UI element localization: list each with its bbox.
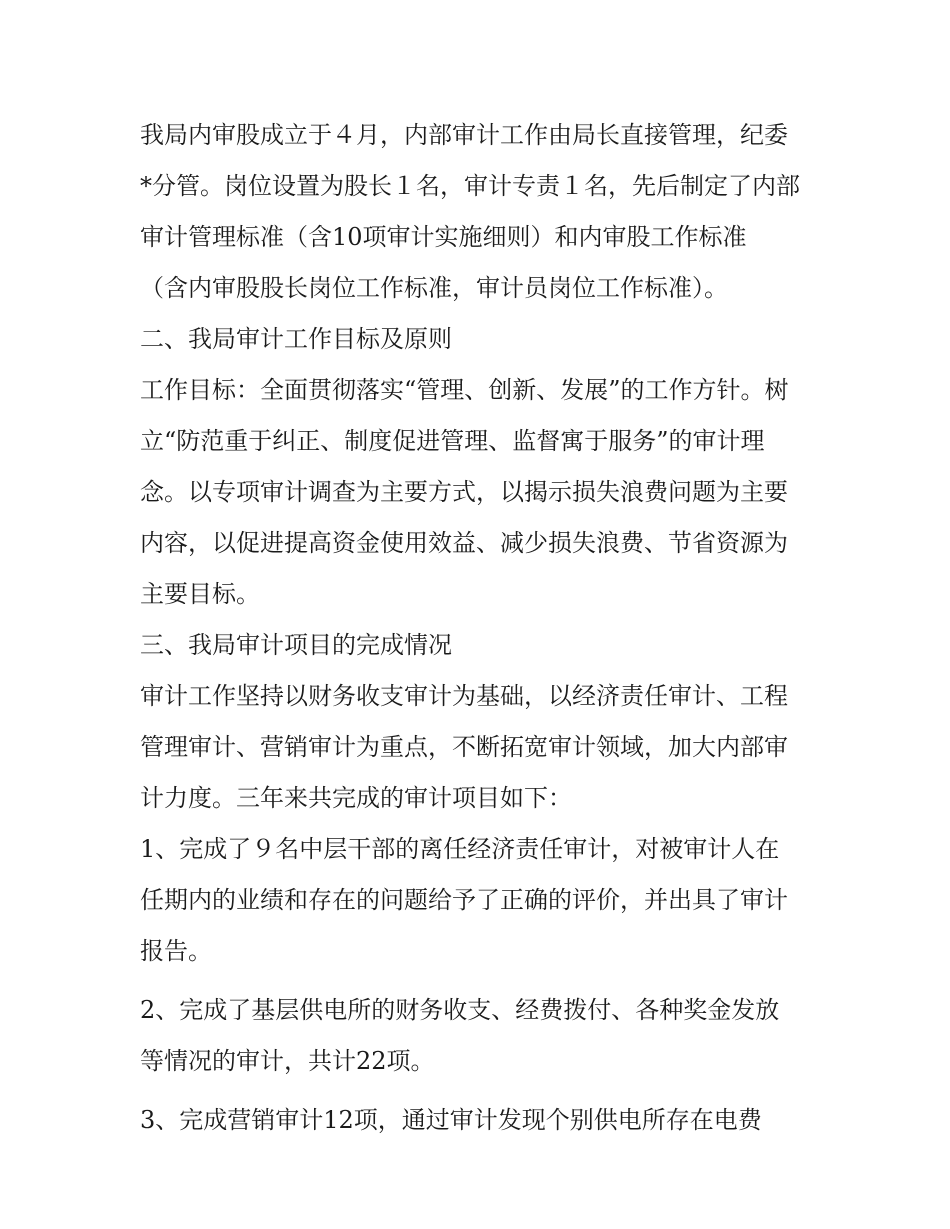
text-line: 任期内的业绩和存在的问题给予了正确的评价，并出具了审计	[140, 886, 788, 914]
text-line: 计力度。三年来共完成的审计项目如下：	[140, 784, 572, 812]
text-line: 等情况的审计，共计22项。	[140, 1047, 435, 1075]
text-line: （含内审股股长岗位工作标准，审计员岗位工作标准）。	[140, 274, 728, 302]
list-item-1	[140, 824, 830, 977]
list-item-2	[140, 985, 830, 1087]
text-line: 报告。	[140, 937, 212, 965]
text-line: 管理审计、营销审计为重点，不断拓宽审计领域，加大内部审	[140, 733, 788, 761]
text-line: 主要目标。	[140, 580, 260, 608]
text-line: 工作目标：全面贯彻落实“管理、创新、发展”的工作方针。树	[140, 376, 789, 404]
paragraph-goal	[140, 365, 830, 620]
text-line: 我局内审股成立于４月，内部审计工作由局长直接管理，纪委	[140, 121, 788, 149]
text-line: 2、完成了基层供电所的财务收支、经费拨付、各种奖金发放	[140, 996, 780, 1024]
section-heading-completion	[140, 620, 830, 671]
text-line: 立“防范重于纠正、制度促进管理、监督寓于服务”的审计理	[140, 427, 765, 455]
heading-line: 三、我局审计项目的完成情况	[140, 631, 452, 659]
text-line: 念。以专项审计调查为主要方式，以揭示损失浪费问题为主要	[140, 478, 788, 506]
paragraph-intro	[140, 110, 830, 314]
list-item-3	[140, 1095, 830, 1146]
section-heading-goals	[140, 314, 830, 365]
text-line: 3、完成营销审计12项，通过审计发现个别供电所存在电费	[140, 1106, 762, 1134]
heading-line: 二、我局审计工作目标及原则	[140, 325, 452, 353]
text-line: *分管。岗位设置为股长１名，审计专责１名，先后制定了内部	[140, 172, 800, 200]
paragraph-completion	[140, 671, 830, 824]
text-line: 1、完成了９名中层干部的离任经济责任审计，对被审计人在	[140, 835, 780, 863]
text-line: 内容，以促进提高资金使用效益、减少损失浪费、节省资源为	[140, 529, 788, 557]
text-line: 审计工作坚持以财务收支审计为基础，以经济责任审计、工程	[140, 682, 788, 710]
document-body	[140, 110, 830, 1146]
text-line: 审计管理标准（含10项审计实施细则）和内审股工作标准	[140, 223, 747, 251]
